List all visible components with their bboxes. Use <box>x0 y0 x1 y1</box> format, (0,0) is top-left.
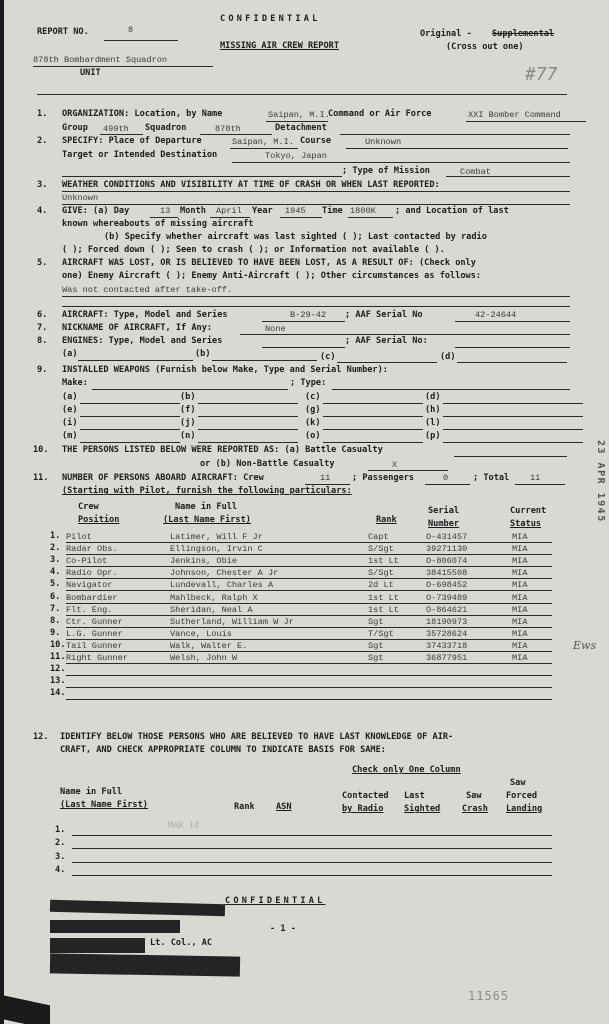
scan-edge-left <box>0 0 4 1024</box>
form-line <box>66 699 552 700</box>
form-line <box>66 566 552 567</box>
form-line <box>72 875 552 876</box>
course-value: Unknown <box>365 137 402 147</box>
crew-rank: Sgt <box>368 640 384 651</box>
crew-rank: 1st Lt <box>368 556 399 567</box>
weapon-slot-label: (b) <box>180 392 196 402</box>
crew-row-number: 7. <box>50 603 61 614</box>
crew-name: Walk, Walter E. <box>170 640 248 651</box>
form-line <box>72 848 552 849</box>
crew-position: Bombardier <box>66 592 118 603</box>
form-line <box>198 429 298 430</box>
crew-position: Radio Opr. <box>66 568 118 579</box>
form-line <box>323 429 423 430</box>
crew-row-number: 13. <box>50 676 66 687</box>
crew-position: Pilot <box>66 532 92 542</box>
document-subtitle: MISSING AIR CREW REPORT <box>220 41 339 51</box>
original-label: Original - <box>420 29 472 39</box>
report-no-value: 8 <box>128 25 134 35</box>
departure-value: Saipan, M.I. <box>232 137 294 147</box>
crew-serial: O-698452 <box>426 580 468 591</box>
crew-rank: 1st Lt <box>368 592 399 603</box>
form-line <box>443 429 583 430</box>
target-value: Tokyo, Japan <box>265 151 327 161</box>
crew-name: Mahlbeck, Ralph X <box>170 592 258 603</box>
form-line <box>198 442 298 443</box>
form-line <box>66 603 552 604</box>
crew-position: Tail Gunner <box>66 640 123 651</box>
crew-name: Ellingson, Irvin C <box>170 544 263 555</box>
document-page: REPORT NO. 8 CONFIDENTIAL MISSING AIR CREW REPORT Original - Supplemental (Cross out one) 878th Bombardment Squadron UNIT #77 1. ORGANIZATION: Location, by Name Saipan, M.I. Command or Air Force XXI Bomber Command Group 499th Squadron 878th Detachment 2. SPECIFY: Place of Departure Saipan, M.I. Course Unknown Target or Intended Destination Tokyo, Japan ; Type of Mission Combat 3. WEATHER CONDITIONS AND VISIBILITY AT TIME OF CRASH OR WHEN LAST REPORTED: Unknown 4. GIVE: (a) Day 13 Month April Year 1945 Time 1800K ; and Location of last known whereabouts of missing aircraft (b) Specify whether aircraft was last sighted ( ); Last contacted by radio ( ); Forced down ( ); Seen to crash ( ); or Information not available ( ). 5. AIRCRAFT WAS LOST, OR IS BELIEVED TO HAVE BEEN LOST, AS A RESULT OF: (Check only one) Enemy Aircraft ( ); Enemy Anti-Aircraft ( ); Other circumstances as follows: Was not contacted after take-off. 6. AIRCRAFT: Type, Model and Series B-29-42 ; AAF Serial No 42-24644 7. NICKNAME OF AIRCRAFT, If Any: None 8. ENGINES: Type, Model and Series ; AAF Serial No: (a) (b) (c) (d) 9. INSTALLED WEAPONS (Furnish below Make, Type and Serial Number): Make: ; Type: 10. THE PERSONS LISTED BELOW WERE REPORTED AS: (a) Battle Casualty or (b) Non-Battle Casualty X 11. NUMBER OF PERSONS ABOARD AIRCRAFT: Crew 11 ; Passengers 0 ; Total 11 (Starting with Pilot, furnish the following particulars: Crew Position Name in Full (Last Name First) Rank Serial Number Current Status 12. IDENTIFY BELOW THOSE PERSONS WHO ARE BELIEVED TO HAVE LAST KNOWLEDGE OF AIR- CRAFT, AND CHECK APPROPRIATE COLUMN TO INDICATE BASIS FOR SAME: Check only One Column Name in Full (Last Name First) Rank ASN Contacted by Radio Last Sighted Saw Crash Saw Forced Landing MAR 14 CONFIDENTIAL - 1 - Lt. Col., AC 11565 23 APR 1945 Ews (a) (b) (c) (d) (e) (f) (g) (h) (i) (j) (k) (l) (m) (n) (o) (p) 1. Pilot Latimer, Will F Jr Capt O-431457 MIA 2. Radar Obs. Ellingson, Irvin C S/Sgt 39271130 MIA 3. Co-Pilot Jenkins, Obie 1st Lt O-806074 MIA 4. Radio Opr. Johnson, Chester A Jr S/Sgt 38415508 MIA 5. Navigator Lundevall, Charles A 2d Lt O-698452 MIA 6. Bombardier Mahlbeck, Ralph X 1st Lt O-739489 MIA 7. Flt. Eng. Sheridan, Neal A 1st Lt O-864621 MIA 8. Ctr. Gunner Sutherland, William W Jr Sgt 18190973 MIA 9. L.G. Gunner Vance, Louis T/Sgt 35728624 MIA 10. Tail Gunner Walk, Walter E. Sgt 37433718 MIA 11. Right Gunner Welsh, John W Sgt 36877951 MIA 12. 13. 14. 1. 2. 3. 4. <box>0 0 609 1024</box>
form-line <box>66 615 552 616</box>
crew-status: MIA <box>512 592 528 603</box>
crew-row-number: 1. <box>50 531 61 541</box>
knowledge-row-number: 2. <box>55 838 66 849</box>
crew-serial: 18190973 <box>426 616 468 627</box>
passenger-count: 0 <box>443 473 449 483</box>
squadron-value: 878th <box>215 124 241 134</box>
crew-name: Sutherland, William W Jr <box>170 616 294 627</box>
weapon-slot-label: (i) <box>62 418 78 428</box>
crew-rank: S/Sgt <box>368 544 394 555</box>
form-line <box>66 627 552 628</box>
form-line <box>323 416 423 417</box>
scan-edge-bottom <box>0 995 50 1024</box>
knowledge-row-number: 1. <box>55 825 66 835</box>
month-value: April <box>216 206 242 216</box>
form-line <box>66 542 552 543</box>
received-date-stamp: 23 APR 1945 <box>595 440 606 523</box>
crew-name: Sheridan, Neal A <box>170 604 253 615</box>
stamp-rank-text: Lt. Col., AC <box>150 938 213 948</box>
crew-status: MIA <box>512 544 528 555</box>
crew-rank: Sgt <box>368 653 384 663</box>
unit-value: 878th Bombardment Squadron <box>33 55 168 65</box>
crew-position: Right Gunner <box>66 653 128 663</box>
weapon-slot-label: (c) <box>305 392 321 402</box>
crew-rank: Sgt <box>368 616 384 627</box>
crew-position: Co-Pilot <box>66 556 108 567</box>
form-line <box>66 590 552 591</box>
form-line <box>66 554 552 555</box>
weapon-slot-label: (f) <box>180 405 196 415</box>
form-line <box>66 578 552 579</box>
weapon-slot-label: (g) <box>305 405 321 415</box>
crew-rank: S/Sgt <box>368 568 394 579</box>
crew-position: Flt. Eng. <box>66 604 113 615</box>
form-line <box>198 403 298 404</box>
total-count: 11 <box>530 473 541 483</box>
crew-status: MIA <box>512 556 528 567</box>
crew-status: MIA <box>512 616 528 627</box>
crew-serial: 39271130 <box>426 544 468 555</box>
form-line <box>72 835 552 836</box>
mission-value: Combat <box>460 167 491 177</box>
cross-out-note: (Cross out one) <box>446 42 524 52</box>
weapon-slot-label: (p) <box>425 431 441 441</box>
crew-row-number: 4. <box>50 567 61 578</box>
form-line <box>443 416 583 417</box>
document-title: CONFIDENTIAL <box>220 14 321 24</box>
crew-name: Lundevall, Charles A <box>170 580 274 591</box>
year-value: 1945 <box>285 206 306 216</box>
nickname-value: None <box>265 324 286 334</box>
weapon-slot-label: (e) <box>62 405 78 415</box>
weapon-slot-label: (j) <box>180 418 196 428</box>
crew-position: Ctr. Gunner <box>66 616 123 627</box>
crew-row-number: 6. <box>50 591 61 602</box>
form-line <box>323 403 423 404</box>
footer-title: CONFIDENTIAL <box>225 896 326 906</box>
weapon-slot-label: (k) <box>305 418 321 428</box>
command-value: XXI Bomber Command <box>468 110 561 120</box>
unit-label: UNIT <box>80 68 101 78</box>
crew-name: Johnson, Chester A Jr <box>170 568 279 579</box>
crew-rank: 1st Lt <box>368 604 399 615</box>
time-value: 1800K <box>350 206 376 216</box>
crew-rank: T/Sgt <box>368 628 394 639</box>
page-id: 11565 <box>468 989 510 1003</box>
weapon-slot-label: (a) <box>62 392 78 402</box>
crew-status: MIA <box>512 532 528 542</box>
crew-status: MIA <box>512 640 528 651</box>
form-line <box>198 416 298 417</box>
form-line <box>66 675 552 676</box>
crew-row-number: 12. <box>50 664 66 675</box>
group-value: 499th <box>103 124 129 134</box>
crew-status: MIA <box>512 653 528 663</box>
aircraft-type-value: B-29-42 <box>290 310 327 320</box>
weapon-slot-label: (o) <box>305 431 321 441</box>
crew-name: Vance, Louis <box>170 628 232 639</box>
crew-row-number: 3. <box>50 555 61 566</box>
crew-rank: 2d Lt <box>368 580 394 591</box>
crew-serial: O-431457 <box>426 532 468 542</box>
supplemental-label: Supplemental <box>492 29 555 39</box>
crew-name: Latimer, Will F Jr <box>170 532 263 542</box>
classification-stamp <box>50 900 225 917</box>
form-line <box>66 639 552 640</box>
weapon-slot-label: (m) <box>62 431 78 441</box>
non-battle-mark: X <box>392 460 398 470</box>
circumstances-value: Was not contacted after take-off. <box>62 285 233 295</box>
form-line <box>80 442 180 443</box>
form-line <box>66 663 552 664</box>
form-line <box>323 442 423 443</box>
weapon-slot-label: (n) <box>180 431 196 441</box>
day-value: 13 <box>160 206 171 216</box>
report-no-label: REPORT NO. <box>37 27 89 37</box>
knowledge-row-number: 4. <box>55 864 66 875</box>
crew-row-number: 14. <box>50 688 66 699</box>
page-number: - 1 - <box>270 924 296 934</box>
aircraft-serial-value: 42-24644 <box>475 310 517 320</box>
form-line <box>443 403 583 404</box>
weather-value: Unknown <box>62 193 99 203</box>
crew-rank: Capt <box>368 532 389 542</box>
form-line <box>66 687 552 688</box>
form-line <box>443 442 583 443</box>
weapon-slot-label: (h) <box>425 405 441 415</box>
crew-row-number: 9. <box>50 627 61 638</box>
crew-serial: 37433718 <box>426 640 468 651</box>
form-line <box>80 429 180 430</box>
handwritten-number: #77 <box>525 64 558 85</box>
crew-serial: O-864621 <box>426 604 468 615</box>
crew-serial: O-739489 <box>426 592 468 603</box>
weapon-slot-label: (d) <box>425 392 441 402</box>
crew-row-number: 11. <box>50 652 66 662</box>
form-line <box>66 651 552 652</box>
crew-serial: 38415508 <box>426 568 468 579</box>
crew-position: Navigator <box>66 580 113 591</box>
crew-name: Jenkins, Obie <box>170 556 238 567</box>
crew-serial: 35728624 <box>426 628 468 639</box>
weapon-slot-label: (l) <box>425 418 441 428</box>
form-line <box>72 862 552 863</box>
crew-position: L.G. Gunner <box>66 628 123 639</box>
faint-ghost-text: MAR 14 <box>168 821 200 831</box>
knowledge-row-number: 3. <box>55 851 66 862</box>
crew-serial: O-806074 <box>426 556 468 567</box>
location-value: Saipan, M.I. <box>268 110 330 120</box>
crew-row-number: 10. <box>50 639 66 650</box>
crew-status: MIA <box>512 604 528 615</box>
crew-name: Welsh, John W <box>170 653 238 663</box>
crew-status: MIA <box>512 568 528 579</box>
crew-row-number: 5. <box>50 579 61 590</box>
crew-row-number: 2. <box>50 543 61 554</box>
crew-row-number: 8. <box>50 615 61 626</box>
form-line <box>80 403 180 404</box>
crew-position: Radar Obs. <box>66 544 118 555</box>
crew-status: MIA <box>512 580 528 591</box>
margin-initials: Ews <box>573 639 597 652</box>
crew-status: MIA <box>512 628 528 639</box>
crew-count: 11 <box>320 473 331 483</box>
form-line <box>80 416 180 417</box>
crew-serial: 36877951 <box>426 653 468 663</box>
